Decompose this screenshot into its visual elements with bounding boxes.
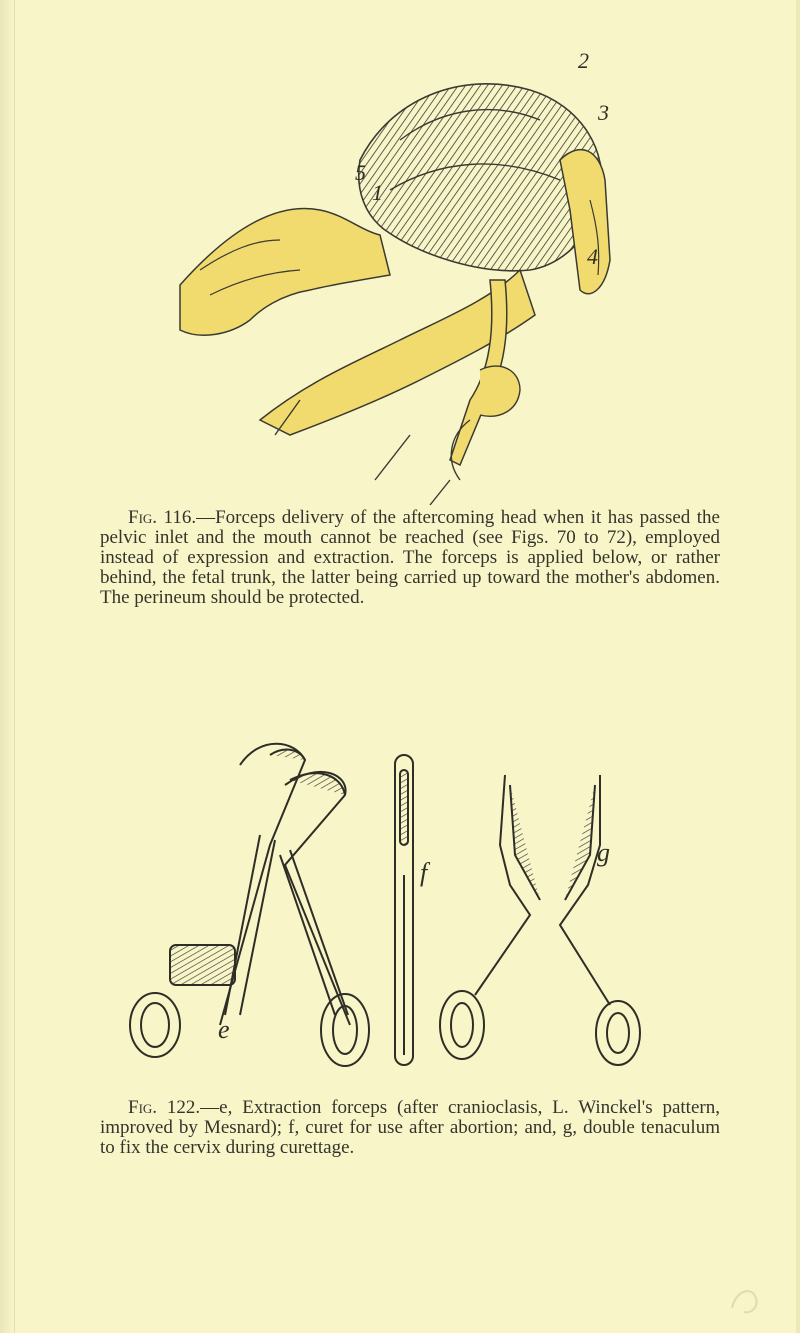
fig122-caption-lead: Fig. 122. (128, 1097, 201, 1118)
fig116-caption-text: —Forceps delivery of the aftercoming head when it has passed the pelvic inlet and the mouth cannot be reached (see Figs. 70 to 72), employed instead of expression and extraction. The forceps is applied below, or rather behind, the fetal trunk, the latter being carried up toward the mother's abdomen. The perineum should be protected. (100, 507, 720, 608)
page-binding-edge (0, 0, 15, 1333)
page-right-edge (796, 0, 800, 1333)
double-tenaculum (440, 775, 640, 1065)
fig122-label-f: f (420, 858, 428, 887)
fig116-label-5: 5 (355, 160, 366, 185)
figure-116-caption (100, 508, 720, 608)
fig116-label-4: 4 (587, 244, 598, 269)
fig122-caption-text: —e, Extraction forceps (after cranioclasis, L. Winckel's pattern, improved by Mesnard); f, curet for use after abortion; and, g, double tenaculum to fix the cervix during curettage. (100, 1097, 720, 1158)
fig122-label-g: g (597, 838, 610, 867)
fig116-caption-lead: Fig. 116. (128, 507, 197, 528)
figure-122-illustration (110, 725, 670, 1080)
extraction-forceps (130, 744, 369, 1066)
curet-instrument (395, 755, 413, 1065)
fig116-label-3: 3 (598, 100, 609, 125)
page-corner-mark (722, 1278, 772, 1318)
fig116-label-1: 1 (372, 180, 383, 205)
figure-116-illustration (160, 40, 640, 510)
fig116-label-2: 2 (578, 48, 589, 73)
figure-122-caption (100, 1098, 720, 1158)
fig122-label-e: e (218, 1015, 230, 1044)
